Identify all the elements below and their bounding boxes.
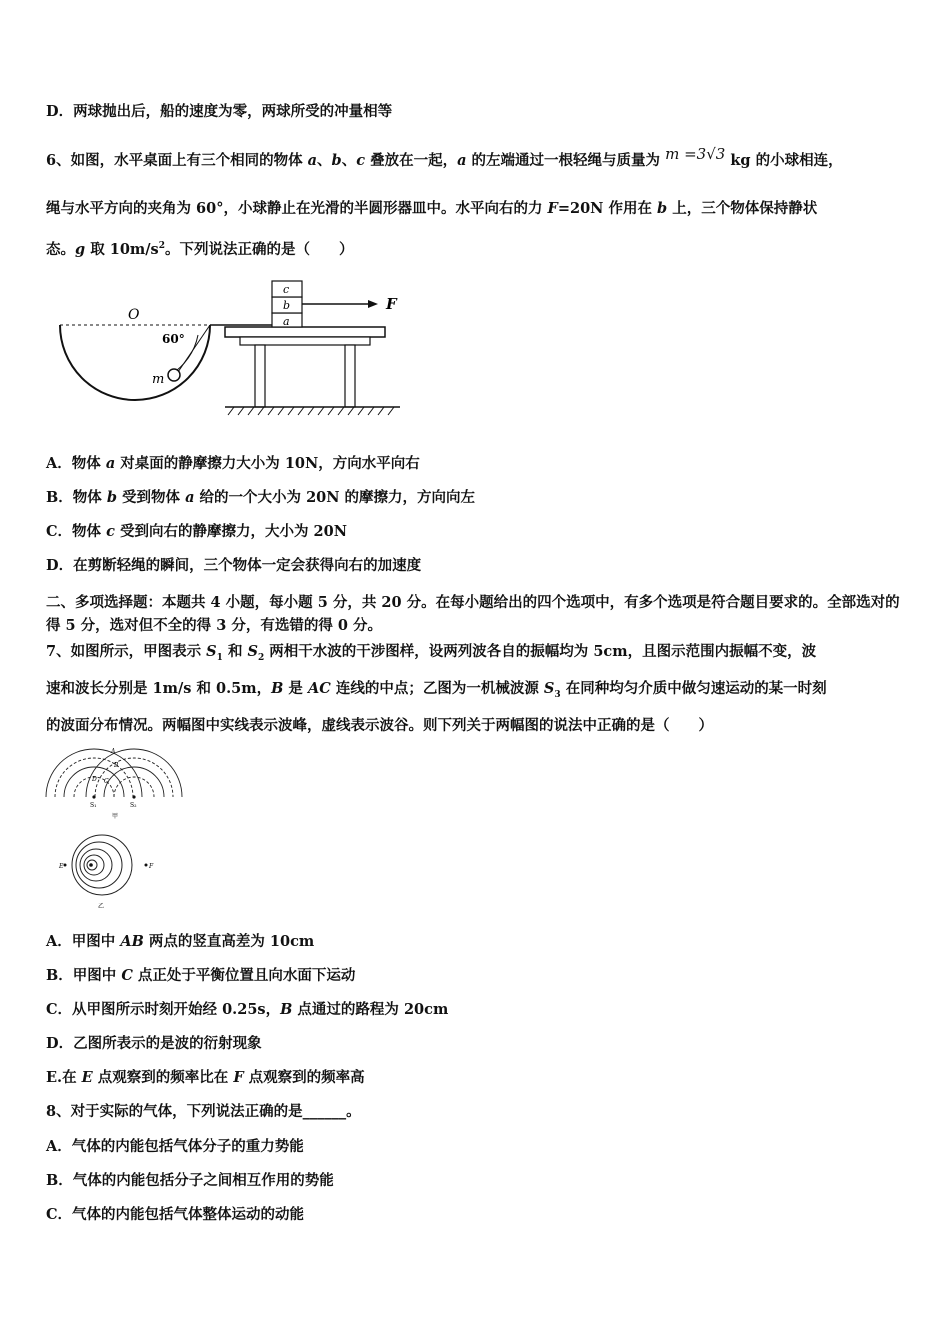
q7-option-e: E.在 E 点观察到的频率比在 F 点观察到的频率高 xyxy=(46,1069,365,1086)
ball xyxy=(168,369,180,381)
block-c-label: c xyxy=(283,283,290,296)
q6-stem-line1: 6、如图，水平桌面上有三个相同的物体 a、b、c 叠放在一起，a 的左端通过一根轻绳与质量为 m =3√3 kg 的小球相连， xyxy=(46,145,843,169)
q8-stem: 8、对于实际的气体，下列说法正确的是______。 xyxy=(46,1103,361,1120)
table-under xyxy=(240,337,370,345)
label-f: F xyxy=(386,295,397,313)
svg-text:A: A xyxy=(111,748,116,755)
q8-option-c: C．气体的内能包括气体整体运动的动能 xyxy=(46,1206,305,1223)
block-b-label: b xyxy=(283,299,291,312)
table-top xyxy=(225,327,385,337)
q7-option-d: D．乙图所表示的是波的衍射现象 xyxy=(46,1035,262,1052)
bowl-arc xyxy=(60,325,210,400)
svg-text:F: F xyxy=(149,863,154,870)
svg-text:B: B xyxy=(114,762,119,769)
q6-option-a: A．物体 a 对桌面的静摩擦力大小为 10N，方向水平向右 xyxy=(46,455,420,472)
q5-option-d: D．两球抛出后，船的速度为零，两球所受的冲量相等 xyxy=(46,103,393,120)
q7-stem-line1: 7、如图所示，甲图表示 $S_1$ 和 $S_2$ 两相干水波的干涉图样，设两列波各自的振幅均为 5cm，且图示范围内振幅不变，波 xyxy=(46,643,817,663)
ground-hatch xyxy=(228,407,394,415)
svg-text:甲: 甲 xyxy=(112,813,119,820)
table-leg-left xyxy=(255,345,265,407)
q7-stem-line2: 速和波长分别是 1m/s 和 0.5m，B 是 AC 连线的中点；乙图为一机械波源 $S_3$ 在同种均匀介质中做匀速运动的某一时刻 xyxy=(46,680,827,700)
svg-text:C: C xyxy=(104,778,109,785)
q7-option-c: C．从甲图所示时刻开始经 0.25s，B 点通过的路程为 20cm xyxy=(46,1001,449,1018)
svg-text:D: D xyxy=(92,776,97,783)
q7-figure-yi xyxy=(58,832,158,912)
q6-stem-line3: 态。g 取 $10m/s^2$。下列说法正确的是（ ） xyxy=(46,240,354,258)
section-2-header: 二、多项选择题：本题共 4 小题，每小题 5 分，共 20 分。在每小题给出的四个选项中，有多个选项是符合题目要求的。全部选对的得 5 分，选对但不全的得 3 分，有选错的得 0 分。 xyxy=(46,594,900,634)
label-angle: 60° xyxy=(162,332,185,346)
label-m: m xyxy=(152,372,165,387)
block-a-label: a xyxy=(283,315,290,328)
table-leg-right xyxy=(345,345,355,407)
q7-option-b: B．甲图中 C 点正处于平衡位置且向水面下运动 xyxy=(46,967,356,984)
svg-text:E: E xyxy=(59,863,64,870)
q7-stem-line3: 的波面分布情况。两幅图中实线表示波峰，虚线表示波谷。则下列关于两幅图的说法中正确的是（ ） xyxy=(46,717,713,734)
q6-figure xyxy=(50,275,410,425)
q6-stem-line2: 绳与水平方向的夹角为 60°，小球静止在光滑的半圆形器皿中。水平向右的力 F=20N 作用在 b 上，三个物体保持静状 xyxy=(46,200,818,217)
svg-text:乙: 乙 xyxy=(98,903,105,910)
q8-option-a: A．气体的内能包括气体分子的重力势能 xyxy=(46,1138,304,1155)
mass-formula: m =3√3 xyxy=(665,145,726,163)
force-arrowhead xyxy=(368,300,378,308)
q7-figure-jia xyxy=(44,745,184,820)
q8-option-b: B．气体的内能包括分子之间相互作用的势能 xyxy=(46,1172,334,1189)
q6-option-d: D．在剪断轻绳的瞬间，三个物体一定会获得向右的加速度 xyxy=(46,557,422,574)
q6-option-c: C．物体 c 受到向右的静摩擦力，大小为 20N xyxy=(46,523,347,540)
svg-text:S₂: S₂ xyxy=(130,802,137,809)
q7-option-a: A．甲图中 AB 两点的竖直高差为 10cm xyxy=(46,933,315,950)
svg-text:S₁: S₁ xyxy=(90,802,97,809)
q6-option-b: B．物体 b 受到物体 a 给的一个大小为 20N 的摩擦力，方向向左 xyxy=(46,489,476,506)
label-o: O xyxy=(128,307,140,323)
